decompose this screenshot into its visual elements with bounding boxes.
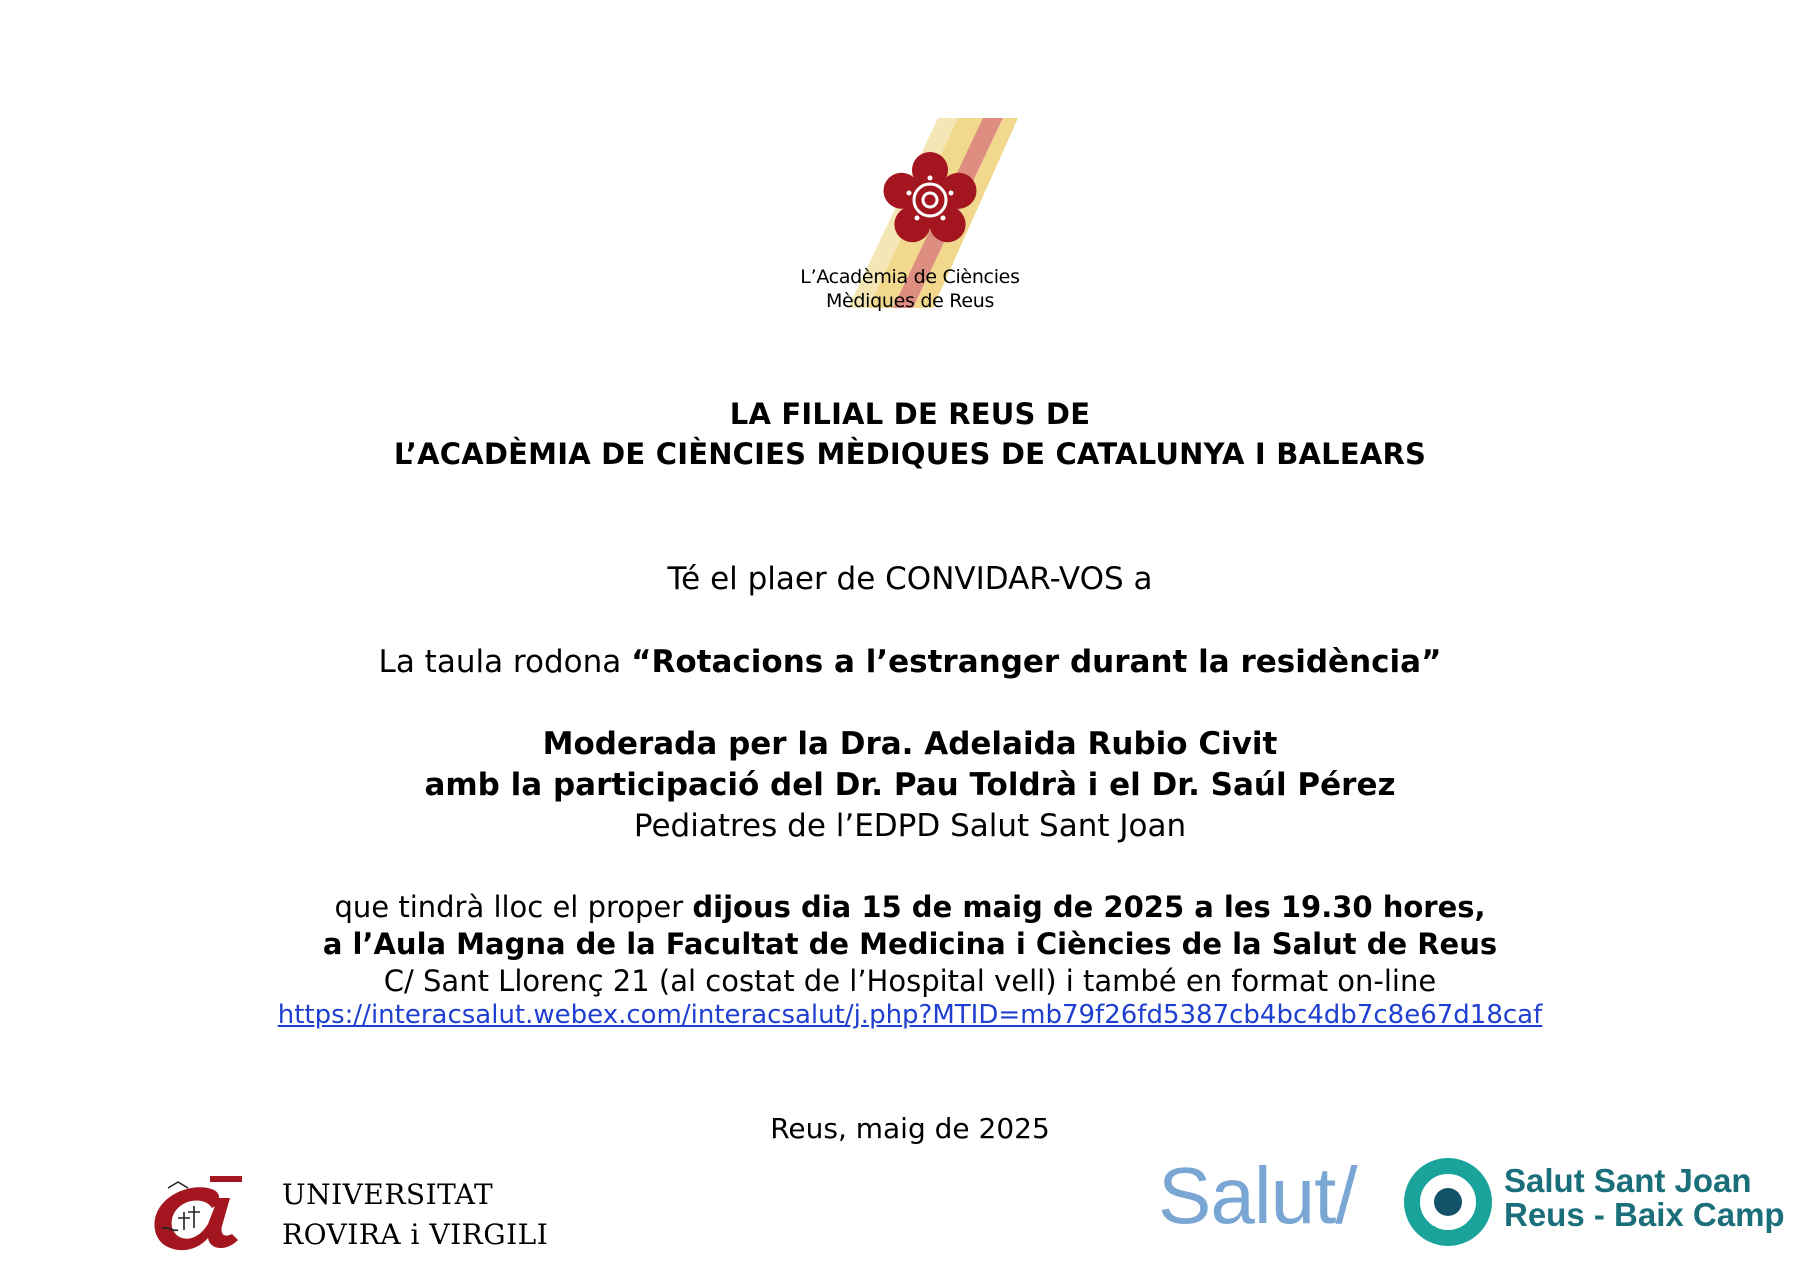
invitation-text: Té el plaer de CONVIDAR-VOS a (667, 561, 1153, 597)
urv-name-line1: UNIVERSITAT (282, 1178, 494, 1211)
event-date: dijous dia 15 de maig de 2025 a les 19.30 hores, (692, 890, 1486, 924)
event-moderator: Moderada per la Dra. Adelaida Rubio Civit (542, 726, 1278, 762)
organizer-line2: L’ACADÈMIA DE CIÈNCIES MÈDIQUES DE CATALUNYA I BALEARS (393, 437, 1427, 471)
event-date-prefix: que tindrà lloc el proper (334, 890, 693, 924)
event-participants: amb la participació del Dr. Pau Toldrà i el Dr. Saúl Pérez (424, 767, 1396, 803)
salut-ring-icon (1402, 1156, 1494, 1248)
salut-wordmark: Salut/ (1158, 1151, 1357, 1240)
event-title: “Rotacions a l’estranger durant la residència” (631, 644, 1442, 680)
urv-name-line2: ROVIRA i VIRGILI (282, 1218, 549, 1251)
urv-emblem-icon (148, 1168, 248, 1254)
event-date-line (0, 890, 1820, 924)
organizer-line1: LA FILIAL DE REUS DE (729, 397, 1091, 431)
event-type: La taula rodona (378, 644, 632, 680)
academy-name (790, 265, 1030, 313)
salut-sant-joan-line1: Salut Sant Joan (1504, 1162, 1752, 1199)
dateline: Reus, maig de 2025 (770, 1112, 1050, 1145)
salut-sant-joan-line2: Reus - Baix Camp (1504, 1196, 1785, 1233)
academy-name-line1: L’Acadèmia de Ciències (800, 266, 1020, 288)
academy-name-line2: Mèdiques de Reus (825, 290, 995, 312)
webex-link[interactable]: https://interacsalut.webex.com/interacsalut/j.php?MTID=mb79f26fd5387cb4bc4db7c8e67d18caf (277, 1000, 1543, 1030)
event-venue: a l’Aula Magna de la Facultat de Medicina i Ciències de la Salut de Reus (322, 927, 1498, 961)
event-address: C/ Sant Llorenç 21 (al costat de l’Hospital vell) i també en format on-line (383, 964, 1437, 998)
event-title-line (0, 644, 1820, 680)
event-affiliation: Pediatres de l’EDPD Salut Sant Joan (633, 808, 1187, 844)
